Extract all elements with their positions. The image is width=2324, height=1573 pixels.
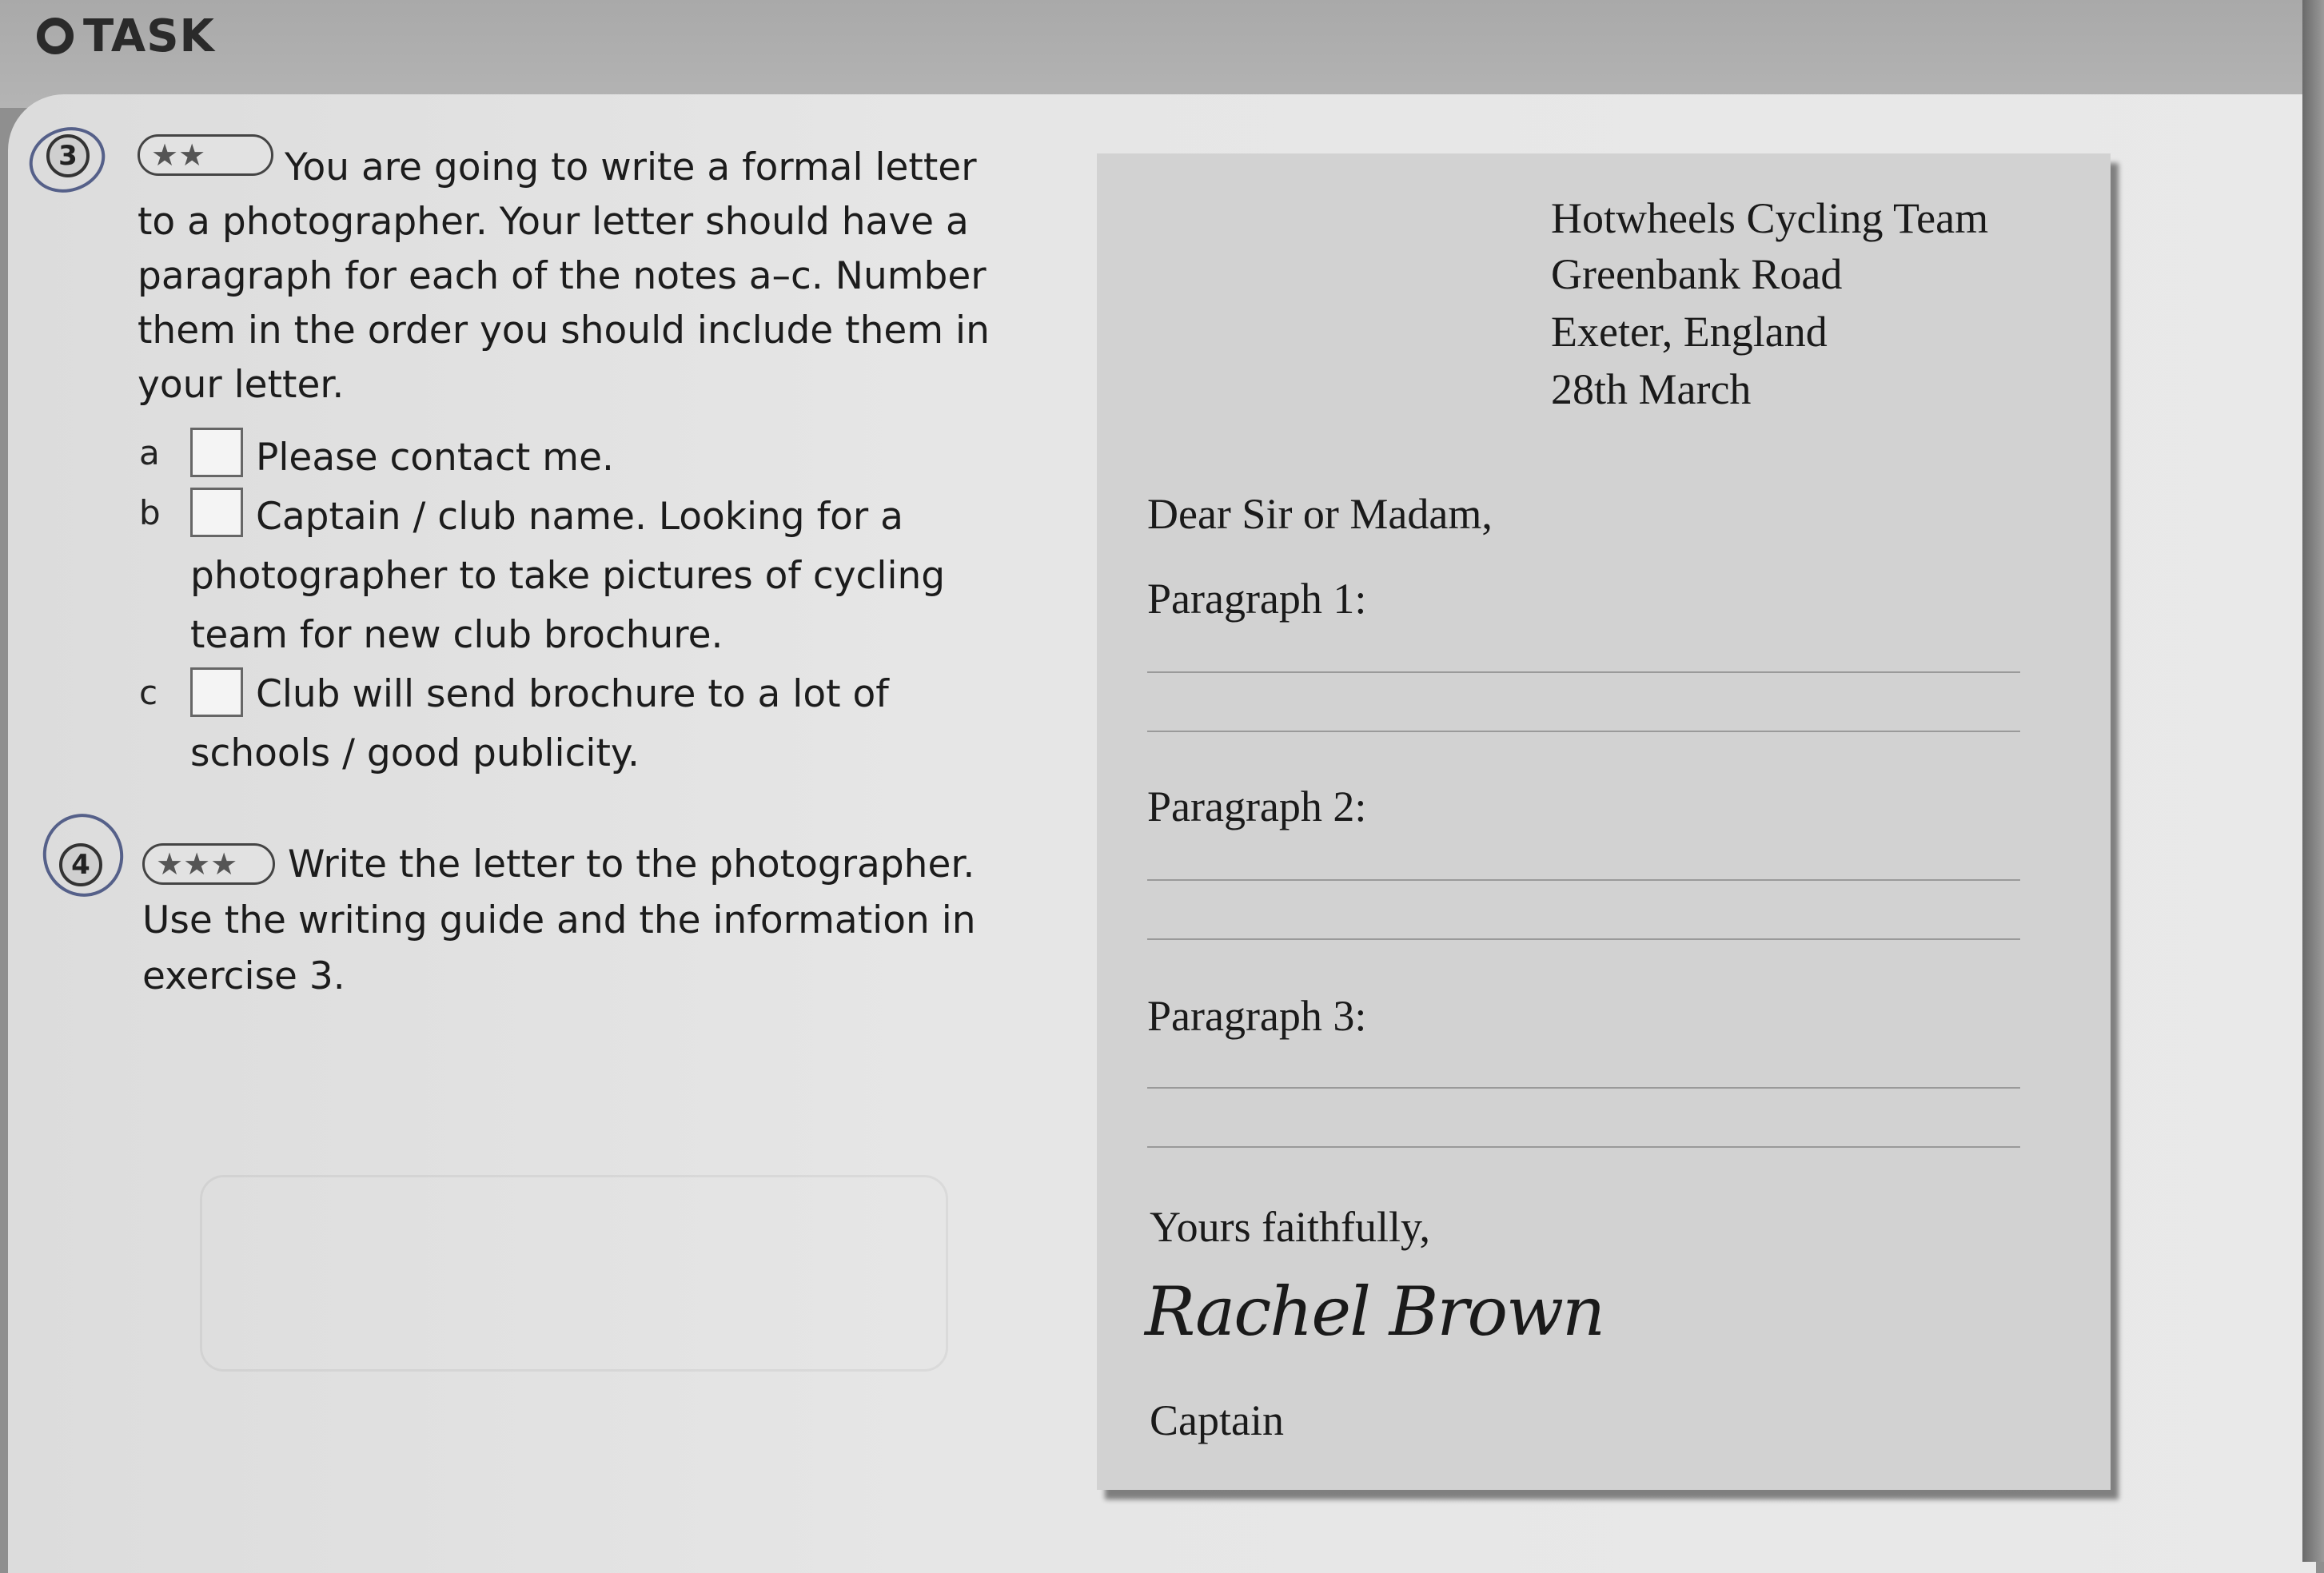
exercise-4-instruction-line-3: exercise 3. [142, 954, 345, 998]
exercise-3-instruction-line-1: You are going to write a formal letter [285, 145, 977, 189]
item-c-text-line-1: Club will send brochure to a lot of [256, 672, 889, 716]
item-c-letter: c [139, 673, 158, 712]
exercise-4-instruction-line-2: Use the writing guide and the information in [142, 898, 976, 942]
item-a-letter: a [139, 433, 160, 472]
item-b-text-line-2: photographer to take pictures of cycling [190, 554, 946, 598]
item-c-text-line-2: schools / good publicity. [190, 731, 640, 775]
item-a-checkbox[interactable] [190, 428, 243, 477]
exercise-4-stars: ★★★ [142, 843, 275, 885]
paragraph-1-write-line[interactable] [1147, 731, 2020, 732]
show-through-box [200, 1175, 948, 1372]
closing: Yours faithfully, [1150, 1203, 1431, 1251]
paragraph-1-label: Paragraph 1: [1147, 575, 1367, 623]
paragraph-3-label: Paragraph 3: [1147, 992, 1367, 1040]
paragraph-3-write-line[interactable] [1147, 1146, 2020, 1148]
item-c-checkbox[interactable] [190, 667, 243, 717]
paragraph-1-write-line[interactable] [1147, 671, 2020, 673]
paragraph-2-label: Paragraph 2: [1147, 783, 1367, 830]
task-heading [37, 8, 215, 64]
exercise-3-instruction-line-4: them in the order you should include them in [138, 309, 990, 352]
paragraph-3-write-line[interactable] [1147, 1087, 2020, 1089]
page-edge [2302, 0, 2324, 1562]
address-line-3: Exeter, England [1551, 308, 1828, 356]
exercise-4-instruction-line-1: Write the letter to the photographer. [288, 842, 975, 886]
signature: Rachel Brown [1145, 1272, 1604, 1351]
task-label: TASK [83, 10, 215, 62]
item-b-checkbox[interactable] [190, 488, 243, 537]
paragraph-2-write-line[interactable] [1147, 938, 2020, 940]
signer-title: Captain [1150, 1396, 1284, 1444]
item-b-text-line-3: team for new club brochure. [190, 613, 724, 657]
item-b-text-line-1: Captain / club name. Looking for a [256, 495, 903, 539]
exercise-3-number: 3 [46, 134, 90, 177]
letter-template-card [1097, 153, 2111, 1490]
paragraph-2-write-line[interactable] [1147, 879, 2020, 881]
address-line-2: Greenbank Road [1551, 250, 1843, 298]
task-ring-icon [37, 18, 74, 54]
exercise-3-stars: ★★ [138, 134, 273, 176]
header-band [0, 0, 2324, 108]
item-b-letter: b [139, 493, 161, 532]
exercise-4-number: 4 [59, 843, 102, 886]
salutation: Dear Sir or Madam, [1147, 490, 1493, 538]
exercise-3-instruction-line-3: paragraph for each of the notes a–c. Number [138, 254, 987, 298]
exercise-3-instruction-line-2: to a photographer. Your letter should have a [138, 200, 969, 244]
exercise-3-instruction-line-5: your letter. [138, 363, 345, 407]
item-a-text: Please contact me. [256, 436, 614, 480]
address-line-1: Hotwheels Cycling Team [1551, 194, 1989, 242]
letter-date: 28th March [1551, 365, 1752, 413]
